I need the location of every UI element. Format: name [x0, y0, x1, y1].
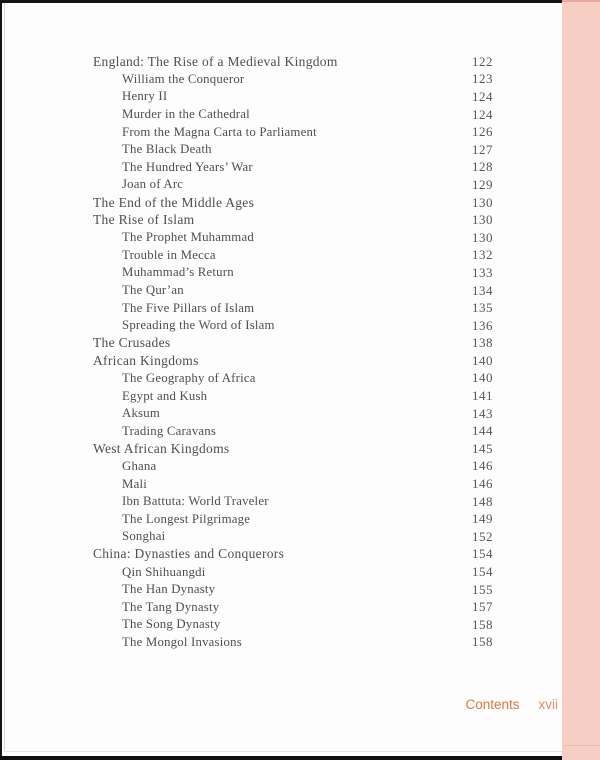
toc-entry	[93, 598, 493, 616]
toc-entry-title: Trading Caravans	[122, 423, 217, 438]
scan-border-top	[0, 0, 562, 3]
toc-entry	[93, 634, 493, 652]
toc-entry-title: Ibn Battuta: World Traveler	[122, 494, 269, 509]
toc-entry-title: Joan of Arc	[122, 177, 184, 192]
toc-entry-page-number: 134	[472, 282, 493, 298]
toc-entry-page-number: 132	[472, 247, 493, 263]
toc-entry-title: Spreading the Word of Islam	[122, 318, 275, 333]
toc-entry-page-number: 146	[472, 458, 493, 474]
toc-entry-title: The Tang Dynasty	[122, 599, 220, 614]
toc-entry-page-number: 130	[472, 194, 493, 210]
toc-entry	[93, 440, 493, 458]
toc-entry-title: The Song Dynasty	[122, 617, 221, 632]
toc-entry-title: Mali	[122, 476, 147, 491]
bleed-bar-top-edge	[562, 0, 600, 2]
toc-entry	[93, 370, 493, 388]
toc-entry	[93, 475, 493, 493]
toc-entry	[93, 352, 493, 370]
toc-entry	[93, 299, 493, 317]
toc-entry	[93, 194, 493, 212]
toc-entry-title: The Mongol Invasions	[122, 634, 242, 649]
toc-entry-title: The Qur’an	[122, 283, 184, 298]
toc-entry-page-number: 146	[472, 476, 493, 492]
toc-entry-title: Murder in the Cathedral	[122, 107, 250, 122]
toc-entry	[93, 616, 493, 634]
toc-entry	[93, 493, 493, 511]
toc-entry	[93, 563, 493, 581]
toc-entry-title: England: The Rise of a Medieval Kingdom	[93, 53, 338, 69]
toc-entry-page-number: 133	[472, 264, 493, 280]
toc-entry	[93, 335, 493, 353]
toc-entry	[93, 247, 493, 265]
page-edge-shadow-bottom	[4, 751, 562, 752]
toc-entry-title: African Kingdoms	[93, 352, 199, 368]
toc-entry-title: The Rise of Islam	[93, 212, 195, 228]
toc-entry	[93, 458, 493, 476]
toc-entry-page-number: 130	[472, 229, 493, 245]
bleed-bar-bottom-edge	[564, 745, 600, 746]
toc-entry-page-number: 148	[472, 493, 493, 509]
toc-entry	[93, 264, 493, 282]
toc-entry-page-number: 124	[472, 88, 493, 104]
scan-border-bottom	[0, 756, 562, 760]
toc-entry-title: Trouble in Mecca	[122, 247, 216, 262]
toc-entry-page-number: 123	[472, 71, 493, 87]
toc-entry-title: The Hundred Years’ War	[122, 159, 253, 174]
toc-entry-page-number: 152	[472, 528, 493, 544]
toc-entry	[93, 387, 493, 405]
page-bleed-color-bar	[562, 0, 600, 760]
toc-entry	[93, 581, 493, 599]
toc-entry-page-number: 136	[472, 317, 493, 333]
toc-entry	[93, 88, 493, 106]
toc-entry-page-number: 145	[472, 440, 493, 456]
toc-entry	[93, 422, 493, 440]
toc-entry-page-number: 129	[472, 176, 493, 192]
toc-entry-page-number: 135	[472, 300, 493, 316]
toc-entry	[93, 229, 493, 247]
toc-entry-title: Ghana	[122, 458, 157, 473]
toc-entry-title: The Longest Pilgrimage	[122, 511, 251, 526]
toc-entry-page-number: 158	[472, 616, 493, 632]
toc-entry-page-number: 122	[472, 53, 493, 69]
toc-entry-page-number: 143	[472, 405, 493, 421]
toc-entry-page-number: 126	[472, 124, 493, 140]
toc-entry-title: Muhammad’s Return	[122, 265, 234, 280]
toc-entry	[93, 159, 493, 177]
scan-border-left	[0, 0, 2, 760]
toc-entry	[93, 510, 493, 528]
toc-entry-title: The Prophet Muhammad	[122, 230, 254, 245]
toc-entry-title: The Geography of Africa	[122, 370, 256, 385]
toc-entry-title: The End of the Middle Ages	[93, 194, 255, 210]
toc-entry-title: Qin Shihuangdi	[122, 564, 206, 579]
toc-entry	[93, 317, 493, 335]
toc-entry	[93, 282, 493, 300]
toc-entry-page-number: 138	[472, 335, 493, 351]
toc-entry	[93, 528, 493, 546]
toc-entry	[93, 141, 493, 159]
toc-entry-title: The Five Pillars of Islam	[122, 300, 255, 315]
toc-entry	[93, 176, 493, 194]
toc-entry-page-number: 158	[472, 634, 493, 650]
toc-entry-page-number: 127	[472, 141, 493, 157]
footer-section-label: Contents	[465, 697, 520, 712]
toc-entry-title: China: Dynasties and Conquerors	[93, 546, 285, 562]
toc-entry	[93, 123, 493, 141]
toc-entry-page-number: 144	[472, 423, 493, 439]
toc-entry-title: Henry II	[122, 89, 168, 104]
toc-entry-page-number: 140	[472, 352, 493, 368]
toc-entry-title: The Black Death	[122, 142, 212, 157]
toc-entry-page-number: 124	[472, 106, 493, 122]
toc-entry-page-number: 141	[472, 388, 493, 404]
running-footer	[465, 697, 558, 713]
toc-entry-title: Songhai	[122, 529, 166, 544]
toc-entry	[93, 405, 493, 423]
page-edge-shadow-left	[4, 3, 5, 752]
toc-entry-page-number: 130	[472, 212, 493, 228]
footer-page-number: xvii	[538, 697, 558, 712]
toc-list	[93, 53, 493, 651]
toc-entry-page-number: 149	[472, 511, 493, 527]
toc-entry-page-number: 140	[472, 370, 493, 386]
toc-entry	[93, 211, 493, 229]
toc-entry-page-number: 154	[472, 546, 493, 562]
toc-entry-title: William the Conqueror	[122, 71, 245, 86]
toc-entry	[93, 546, 493, 564]
toc-entry-page-number: 155	[472, 581, 493, 597]
toc-entry-title: From the Magna Carta to Parliament	[122, 124, 317, 139]
toc-entry	[93, 71, 493, 89]
toc-entry-page-number: 154	[472, 564, 493, 580]
toc-entry-title: The Crusades	[93, 335, 171, 351]
toc-entry-title: Egypt and Kush	[122, 388, 208, 403]
toc-entry-page-number: 157	[472, 599, 493, 615]
toc-entry-title: Aksum	[122, 406, 160, 421]
toc-entry-title: The Han Dynasty	[122, 582, 216, 597]
toc-entry	[93, 106, 493, 124]
toc-entry-title: West African Kingdoms	[93, 440, 230, 456]
toc-entry	[93, 53, 493, 71]
toc-entry-page-number: 128	[472, 159, 493, 175]
